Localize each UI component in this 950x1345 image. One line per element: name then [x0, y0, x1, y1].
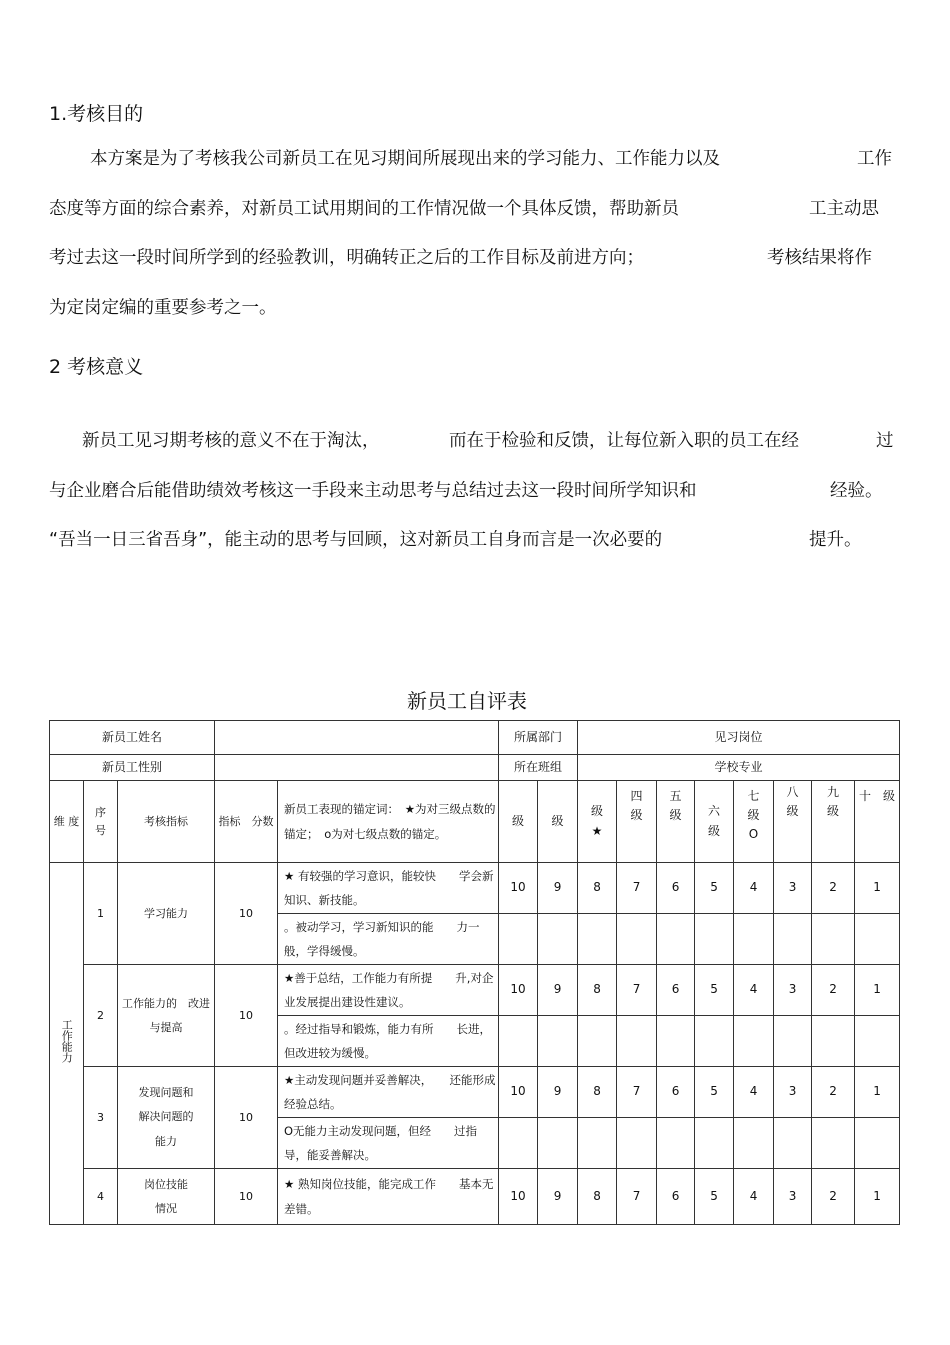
dimension-cell	[50, 863, 84, 1225]
table-row	[50, 1067, 900, 1118]
row2-v10[interactable]: 1	[855, 965, 900, 1016]
row1-v6[interactable]: 5	[695, 863, 734, 914]
row3-circle-desc: O无能力主动发现问题，但经 过指导，能妥善解决。	[278, 1118, 499, 1169]
header-row	[50, 781, 900, 863]
table-title: 新员工自评表	[407, 689, 527, 713]
row3-v5[interactable]: 6	[657, 1067, 695, 1118]
post-label: 见习岗位	[578, 721, 900, 755]
row4-v7[interactable]: 4	[734, 1169, 774, 1225]
school-label: 学校专业	[578, 755, 900, 781]
row3-star-desc: ★主动发现问题并妥善解决， 还能形成经验总结。	[278, 1067, 499, 1118]
section2-line-1: 新员工见习期考核的意义不在于淘汰，	[82, 431, 380, 451]
row3-v4[interactable]: 7	[617, 1067, 657, 1118]
row2-v7[interactable]: 4	[734, 965, 774, 1016]
row4-star-desc: ★ 熟知岗位技能，能完成工作 基本无差错。	[278, 1169, 499, 1225]
row1-v5[interactable]: 6	[657, 863, 695, 914]
section1-heading: 1.考核目的	[49, 103, 144, 125]
row4-v5[interactable]: 6	[657, 1169, 695, 1225]
row2-circle-desc: 。经过指导和锻炼，能力有所 长进，但改进较为缓慢。	[278, 1016, 499, 1067]
table-row	[50, 863, 900, 914]
section2-line-3-tail: 提升。	[809, 530, 862, 550]
row3-indicator: 发现问题和 解决问题的 能力	[118, 1067, 215, 1169]
row3-v7[interactable]: 4	[734, 1067, 774, 1118]
row2-score: 10	[215, 965, 278, 1067]
row1-v1[interactable]: 10	[499, 863, 538, 914]
section1-line-1: 本方案是为了考核我公司新员工在见习期间所展现出来的学习能力、工作能力以及	[90, 149, 720, 169]
row2-v3[interactable]: 8	[578, 965, 617, 1016]
row3-seq: 3	[84, 1067, 118, 1169]
header-level-7: 七 级 O	[734, 781, 774, 863]
info-row-2	[50, 755, 900, 781]
row1-v7[interactable]: 4	[734, 863, 774, 914]
header-level-10: 十 级	[855, 781, 900, 863]
row3-score: 10	[215, 1067, 278, 1169]
row2-v9[interactable]: 2	[812, 965, 855, 1016]
row4-v4[interactable]: 7	[617, 1169, 657, 1225]
row1-v4[interactable]: 7	[617, 863, 657, 914]
section1-line-4: 为定岗定编的重要参考之一。	[49, 298, 277, 318]
name-label: 新员工姓名	[50, 721, 215, 755]
header-level-1: 级	[499, 781, 538, 863]
section1-line-3: 考过去这一段时间所学到的经验教训，明确转正之后的工作目标及前进方向；	[49, 248, 644, 268]
row4-v10[interactable]: 1	[855, 1169, 900, 1225]
row2-v6[interactable]: 5	[695, 965, 734, 1016]
header-anchor: 新员工表现的锚定词： ★为对三级点数的锚定； o为对七级点数的锚定。	[278, 781, 499, 863]
section1-line-3-tail: 考核结果将作	[767, 248, 872, 268]
row3-v1[interactable]: 10	[499, 1067, 538, 1118]
row1-seq: 1	[84, 863, 118, 965]
row4-v2[interactable]: 9	[538, 1169, 578, 1225]
row2-seq: 2	[84, 965, 118, 1067]
row1-circle-desc: 。被动学习，学习新知识的能 力一般，学得缓慢。	[278, 914, 499, 965]
table-row	[50, 965, 900, 1016]
gender-value[interactable]	[215, 755, 499, 781]
section2-line-2-tail: 经验。	[830, 481, 883, 501]
header-seq: 序 号	[84, 781, 118, 863]
row4-v9[interactable]: 2	[812, 1169, 855, 1225]
row3-v9[interactable]: 2	[812, 1067, 855, 1118]
row3-v6[interactable]: 5	[695, 1067, 734, 1118]
header-dimension: 维 度	[50, 781, 84, 863]
header-level-6: 六 级	[695, 781, 734, 863]
header-indicator: 考核指标	[118, 781, 215, 863]
row1-v8[interactable]: 3	[774, 863, 812, 914]
row2-star-desc: ★善于总结，工作能力有所提 升,对企业发展提出建设性建议。	[278, 965, 499, 1016]
self-evaluation-table	[49, 720, 900, 1225]
section2-heading: 2 考核意义	[49, 356, 144, 378]
row3-v8[interactable]: 3	[774, 1067, 812, 1118]
team-label: 所在班组	[499, 755, 578, 781]
row2-v2[interactable]: 9	[538, 965, 578, 1016]
row4-v3[interactable]: 8	[578, 1169, 617, 1225]
row3-v3[interactable]: 8	[578, 1067, 617, 1118]
section2-line-1-mid: 而在于检验和反馈，让每位新入职的员工在经	[449, 431, 799, 451]
row2-v5[interactable]: 6	[657, 965, 695, 1016]
info-row-1	[50, 721, 900, 755]
header-level-2: 级	[538, 781, 578, 863]
section2-line-1-tail: 过	[876, 431, 894, 451]
table-row	[50, 1169, 900, 1225]
row1-v10[interactable]: 1	[855, 863, 900, 914]
row4-v6[interactable]: 5	[695, 1169, 734, 1225]
row2-v1[interactable]: 10	[499, 965, 538, 1016]
header-level-4: 四 级	[617, 781, 657, 863]
row1-v9[interactable]: 2	[812, 863, 855, 914]
dept-label: 所属部门	[499, 721, 578, 755]
section1-line-1-tail: 工作	[857, 149, 892, 169]
row4-v8[interactable]: 3	[774, 1169, 812, 1225]
section1-line-2-tail: 工主动思	[809, 199, 879, 219]
header-level-3: 级 ★	[578, 781, 617, 863]
row2-indicator: 工作能力的 改进与提高	[118, 965, 215, 1067]
row2-v4[interactable]: 7	[617, 965, 657, 1016]
header-level-9: 九 级	[812, 781, 855, 863]
section1-line-2: 态度等方面的综合素养，对新员工试用期间的工作情况做一个具体反馈，帮助新员	[49, 199, 679, 219]
row3-v10[interactable]: 1	[855, 1067, 900, 1118]
section2-line-2: 与企业磨合后能借助绩效考核这一手段来主动思考与总结过去这一段时间所学知识和	[49, 481, 697, 501]
dimension-label: 工作能力	[60, 1018, 74, 1063]
row1-score: 10	[215, 863, 278, 965]
row1-indicator: 学习能力	[118, 863, 215, 965]
row3-v2[interactable]: 9	[538, 1067, 578, 1118]
row2-v8[interactable]: 3	[774, 965, 812, 1016]
row4-seq: 4	[84, 1169, 118, 1225]
row4-score: 10	[215, 1169, 278, 1225]
row1-star-desc: ★ 有较强的学习意识，能较快 学会新知识、新技能。	[278, 863, 499, 914]
header-score: 指标 分数	[215, 781, 278, 863]
section2-line-3: “吾当一日三省吾身”，能主动的思考与回顾，这对新员工自身而言是一次必要的	[49, 530, 663, 550]
header-level-8: 八 级	[774, 781, 812, 863]
row4-v1[interactable]: 10	[499, 1169, 538, 1225]
header-level-5: 五 级	[657, 781, 695, 863]
row4-indicator: 岗位技能 情况	[118, 1169, 215, 1225]
name-value[interactable]	[215, 721, 499, 755]
row1-v2[interactable]: 9	[538, 863, 578, 914]
row1-v3[interactable]: 8	[578, 863, 617, 914]
gender-label: 新员工性别	[50, 755, 215, 781]
